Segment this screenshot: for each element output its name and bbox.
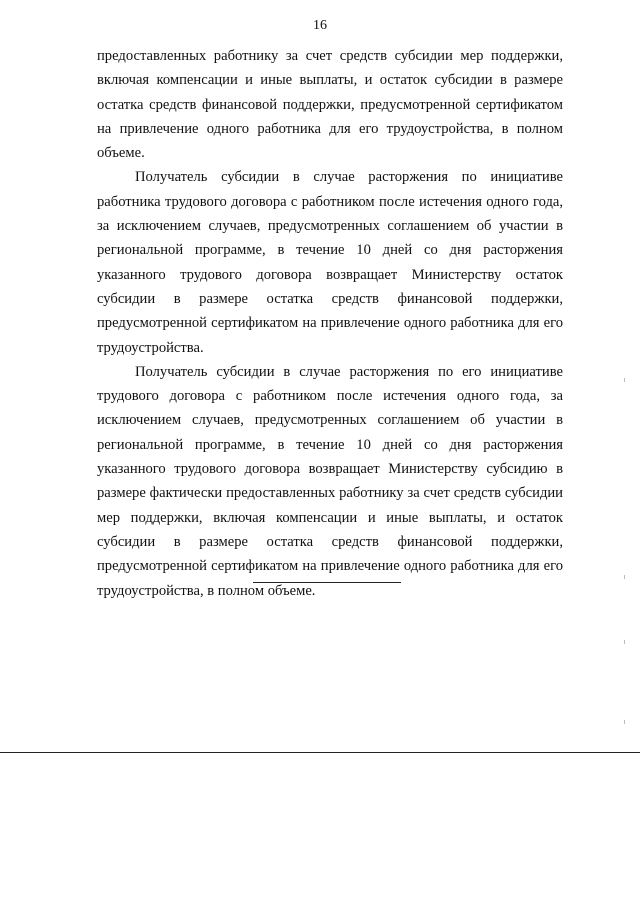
scan-mark bbox=[624, 640, 625, 644]
paragraph-employee-initiative: Получатель субсидии в случае расторжения по инициативе работника трудового договора с работником после истечения одного года, за исключением случаев, предусмотренных соглашением об участии в региональной программе, в течение 10 дней со дня расторжения указанного трудового договора возвращает Министерству остаток субсидии в размере остатка средств финансовой поддержки, предусмотренной сертификатом на привлечение одного работника для его трудоустройства. bbox=[97, 169, 563, 356]
document-body bbox=[97, 44, 563, 603]
scan-mark bbox=[624, 720, 625, 724]
scan-mark bbox=[624, 575, 625, 579]
closing-divider bbox=[253, 582, 401, 583]
paragraph-continuation: предоставленных работнику за счет средств субсидии мер поддержки, включая компенсации и иные выплаты, и остаток субсидии в размере остатка средств финансовой поддержки, предусмотренной сертификатом на привлечение одного работника для его трудоустройства, в полном объеме. bbox=[97, 48, 563, 162]
scan-mark bbox=[624, 378, 625, 382]
paragraph-recipient-initiative: Получатель субсидии в случае расторжения по его инициативе трудового договора с работником после истечения одного года, за исключением случаев, предусмотренных соглашением об участии в региональной программе, в течение 10 дней со дня расторжения указанного трудового договора возвращает Министерству субсидию в размере фактически предоставленных работнику за счет средств субсидии мер поддержки, включая компенсации и иные выплаты, и остаток субсидии в размере остатка средств финансовой поддержки, предусмотренной сертификатом на привлечение одного работника для его трудоустройства, в полном объеме. bbox=[97, 363, 563, 599]
footer-divider bbox=[0, 752, 640, 753]
page-number: 16 bbox=[313, 18, 327, 33]
